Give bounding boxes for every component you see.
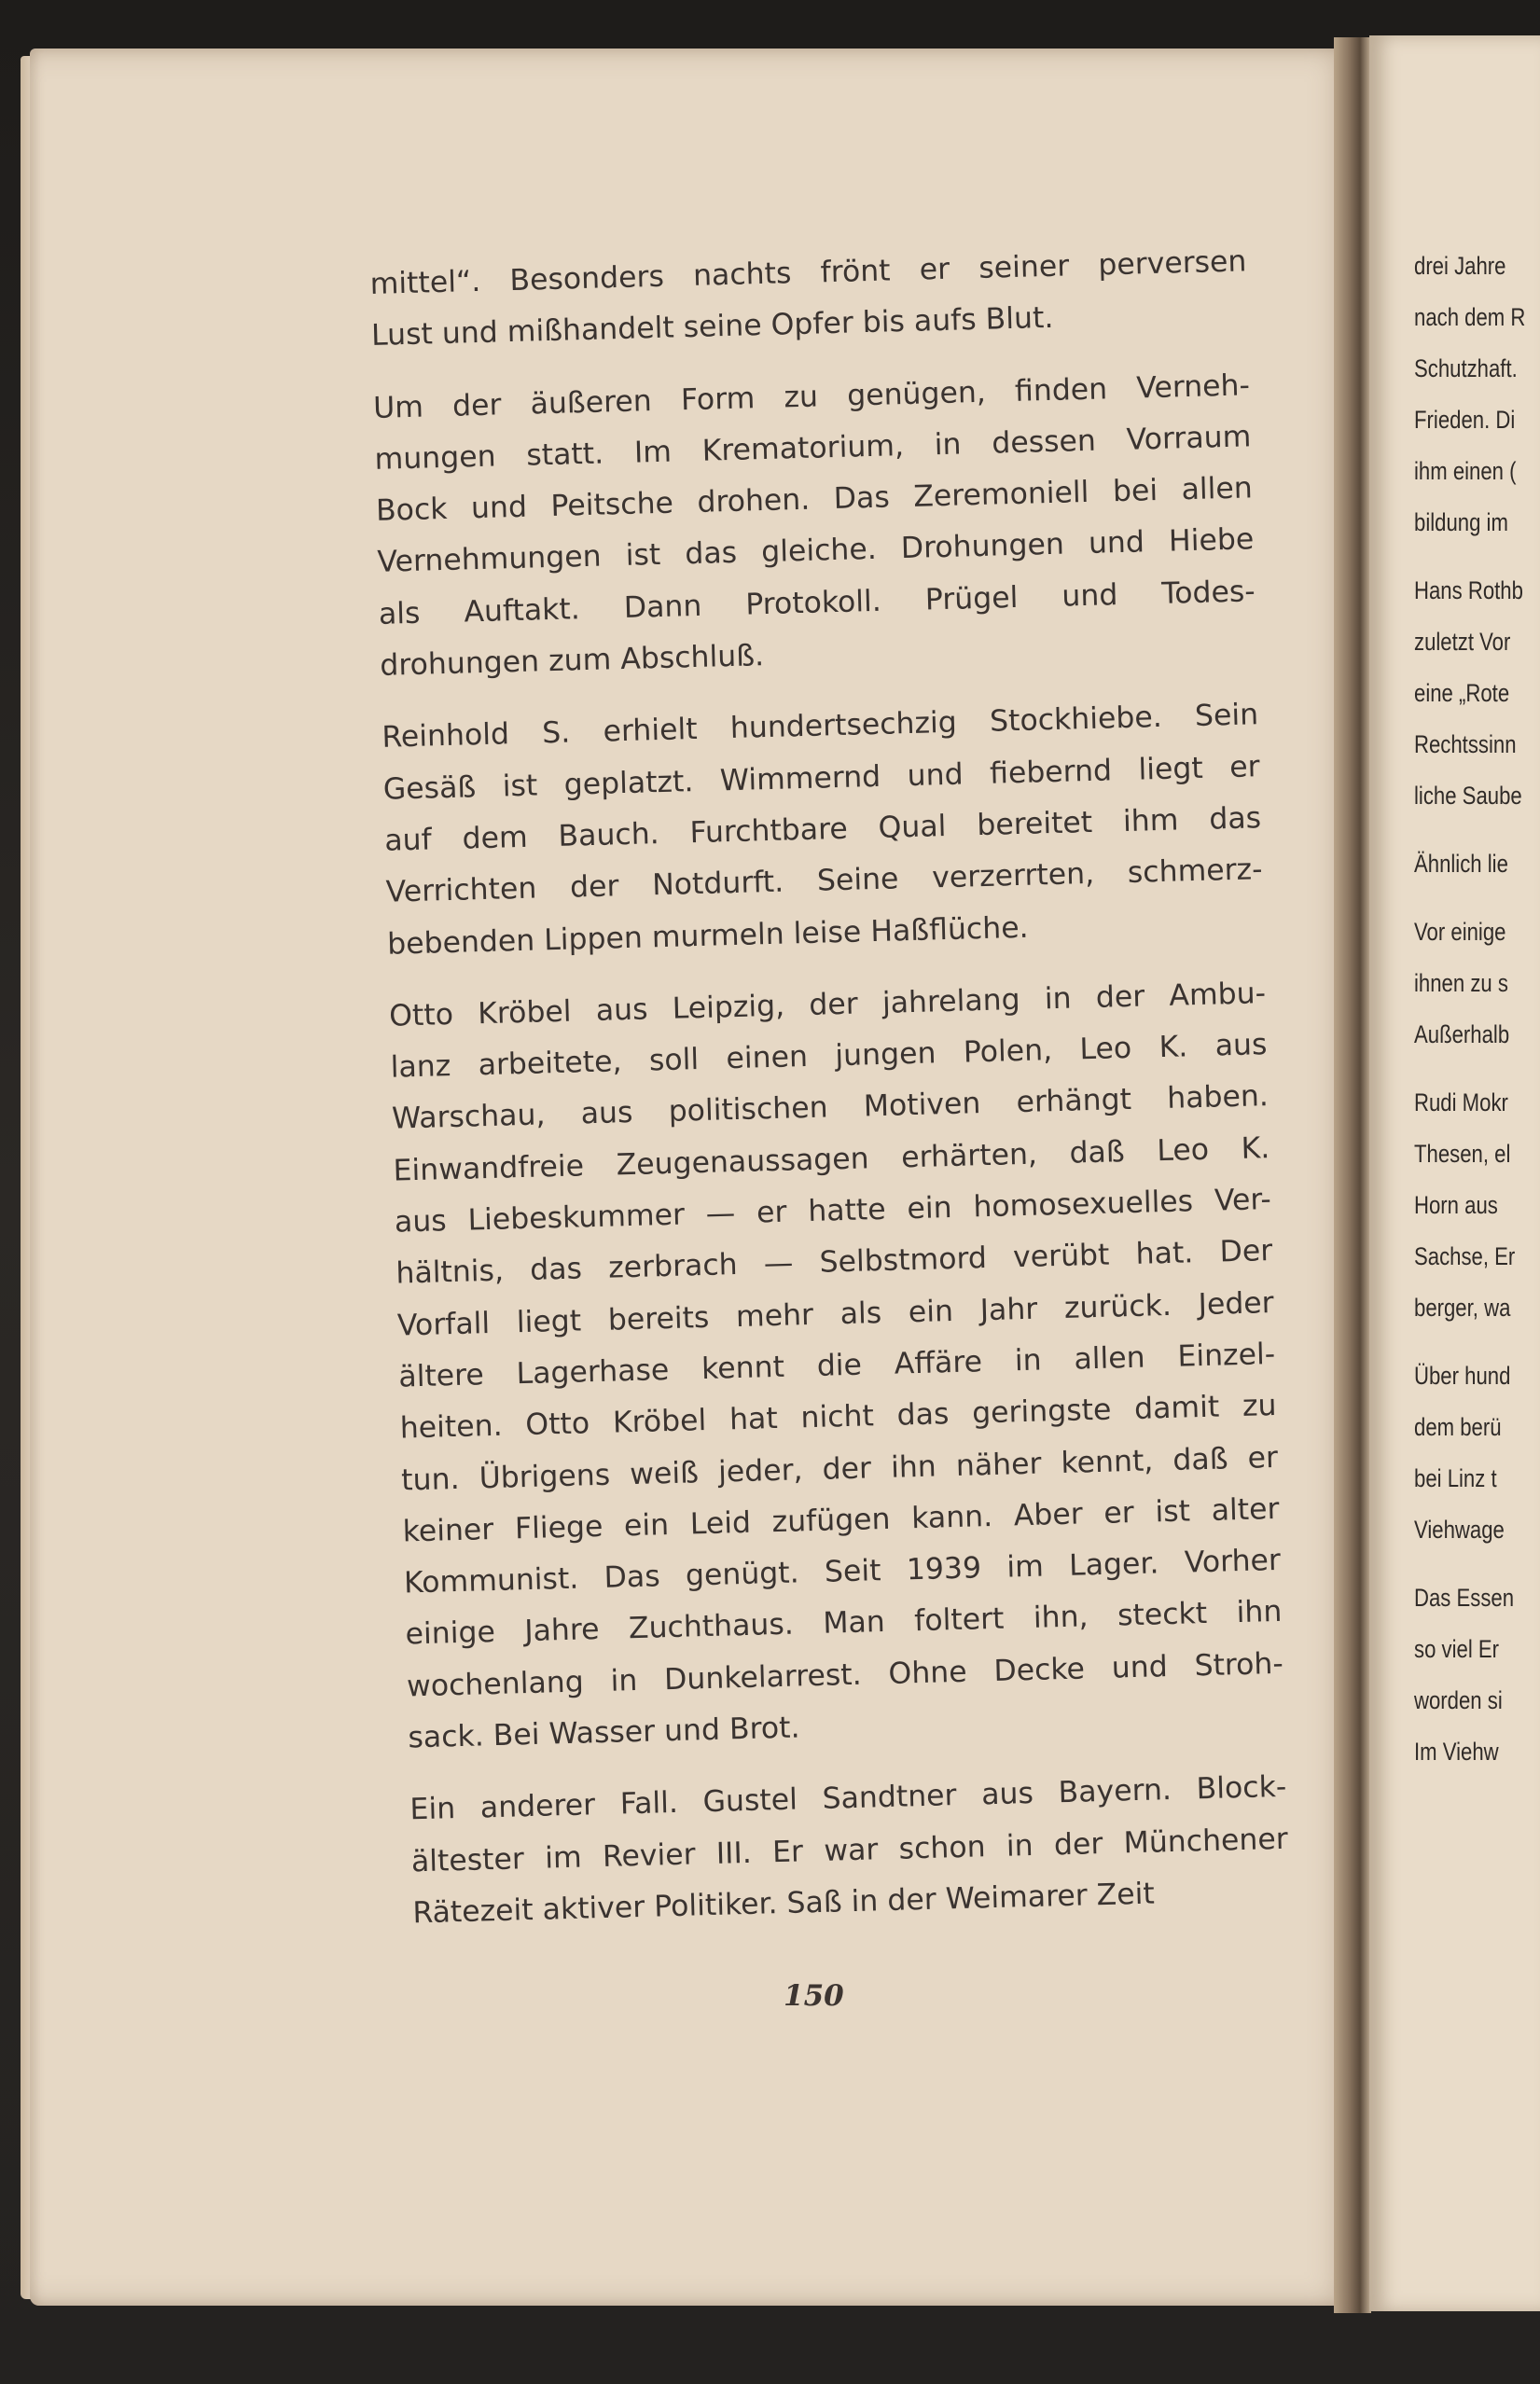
text-line: zuletzt Vor — [1414, 628, 1511, 656]
text-line: Über hund — [1414, 1362, 1511, 1390]
text-line: Bock und Peitsche drohen. Das Zeremoniell bei allen — [375, 471, 1254, 529]
text-line: Viehwage — [1414, 1516, 1505, 1544]
text-line: Horn aus — [1414, 1191, 1498, 1219]
paragraph-gap — [1414, 833, 1540, 850]
text-line: berger, wa — [1414, 1294, 1511, 1322]
text-line: Außerhalb — [1414, 1020, 1510, 1048]
text-line: Gesäß ist geplatzt. Wimmernd und fiebernd liegt er — [382, 749, 1261, 807]
text-line: Das Essen — [1414, 1584, 1515, 1612]
text-line: aus Liebeskummer — er hatte ein homosexuelles Ver- — [394, 1183, 1272, 1240]
text-line: lanz arbeitete, soll einen jungen Polen, Leo K. aus — [390, 1028, 1268, 1085]
text-line: liche Saube — [1414, 782, 1522, 810]
text-line: Rudi Mokr — [1414, 1088, 1508, 1116]
text-line: Ein anderer Fall. Gustel Sandtner aus Bayern. Block- — [409, 1770, 1287, 1827]
paragraph — [389, 968, 1285, 1765]
text-line: als Auftakt. Dann Protokoll. Prügel und Todes- — [378, 575, 1256, 631]
paragraph — [372, 360, 1256, 692]
text-line: dem berü — [1414, 1413, 1502, 1441]
book-gutter — [1334, 37, 1371, 2313]
paragraph — [369, 236, 1249, 362]
text-line: wochenlang in Dunkelarrest. Ohne Decke und Stroh- — [406, 1646, 1284, 1704]
paragraph — [409, 1762, 1290, 1939]
text-line: eine „Rote — [1414, 679, 1510, 707]
text-line: ältester im Revier III. Er war schon in der Münchener — [410, 1822, 1289, 1879]
text-line: Um der äußeren Form zu genügen, finden Verneh- — [372, 367, 1251, 425]
text-line: Otto Kröbel aus Leipzig, der jahrelang in der Ambu- — [388, 976, 1267, 1033]
paragraph-gap — [1414, 1072, 1540, 1088]
text-line: Rechtssinn — [1414, 730, 1517, 758]
text-line: hältnis, das zerbrach — Selbstmord verübt hat. Der — [395, 1234, 1273, 1291]
text-line: ältere Lagerhase kennt die Affäre in allen Einzel- — [397, 1337, 1276, 1394]
text-line: auf dem Bauch. Furchtbare Qual bereitet ihm das — [383, 801, 1262, 858]
text-line: sack. Bei Wasser und Brot. — [408, 1711, 800, 1755]
text-line: Frieden. Di — [1414, 406, 1516, 434]
paragraph-gap — [1414, 560, 1540, 576]
text-line: ihm einen ( — [1414, 457, 1517, 485]
text-line: nach dem R — [1414, 303, 1526, 331]
text-line: einige Jahre Zuchthaus. Man foltert ihn, steckt ihn — [405, 1595, 1283, 1652]
text-line: worden si — [1414, 1686, 1503, 1714]
text-line: Im Viehw — [1414, 1738, 1499, 1766]
left-page-body-text — [369, 236, 1290, 1960]
text-line: heiten. Otto Kröbel hat nicht das geringste damit zu — [399, 1389, 1277, 1446]
page-number: 150 — [784, 1979, 844, 2013]
text-line: Vor einige — [1414, 918, 1506, 946]
text-line: Verrichten der Notdurft. Seine verzerrten, schmerz- — [385, 852, 1263, 910]
text-line: drohungen zum Abschluß. — [379, 639, 765, 683]
paragraph-gap — [1414, 1567, 1540, 1584]
text-line: Kommunist. Das genügt. Seit 1939 im Lager. Vorher — [403, 1544, 1282, 1601]
text-line: Sachse, Er — [1414, 1242, 1516, 1270]
text-line: keiner Fliege ein Leid zufügen kann. Aber er ist alter — [402, 1491, 1280, 1549]
paragraph — [382, 690, 1265, 971]
text-line: drei Jahre — [1414, 252, 1506, 280]
text-line: Hans Rothb — [1414, 576, 1523, 604]
text-line: Lust und mißhandelt seine Opfer bis aufs Blut. — [370, 301, 1054, 353]
text-line: so viel Er — [1414, 1635, 1500, 1663]
text-line: Ähnlich lie — [1414, 850, 1508, 878]
text-line: Vernehmungen ist das gleiche. Drohungen und Hiebe — [377, 522, 1255, 580]
text-line: bei Linz t — [1414, 1464, 1497, 1492]
text-line: Reinhold S. erhielt hundertsechzig Stockhiebe. Sein — [381, 698, 1259, 755]
text-line: Thesen, el — [1414, 1140, 1511, 1168]
text-line: bebenden Lippen murmeln leise Haßflüche. — [386, 910, 1030, 962]
text-line: Warschau, aus politischen Motiven erhängt haben. — [391, 1079, 1269, 1137]
text-line: Schutzhaft. — [1414, 354, 1518, 382]
text-line: bildung im — [1414, 508, 1508, 536]
text-line: Rätezeit aktiver Politiker. Saß in der Weimarer Zeit — [411, 1877, 1156, 1931]
paragraph-gap — [1414, 901, 1540, 918]
right-page-partial-text — [1414, 252, 1540, 1789]
text-line: mungen statt. Im Krematorium, in dessen Vorraum — [374, 420, 1252, 477]
text-line: Einwandfreie Zeugenaussagen erhärten, daß Leo K. — [393, 1130, 1270, 1188]
paragraph-gap — [1414, 1345, 1540, 1362]
text-line: mittel“. Besonders nachts frönt er seiner perversen — [369, 244, 1247, 301]
text-line: Vorfall liegt bereits mehr als ein Jahr zurück. Jeder — [396, 1285, 1275, 1343]
text-line: tun. Übrigens weiß jeder, der ihn näher kennt, daß er — [400, 1440, 1279, 1498]
text-line: ihnen zu s — [1414, 969, 1508, 997]
